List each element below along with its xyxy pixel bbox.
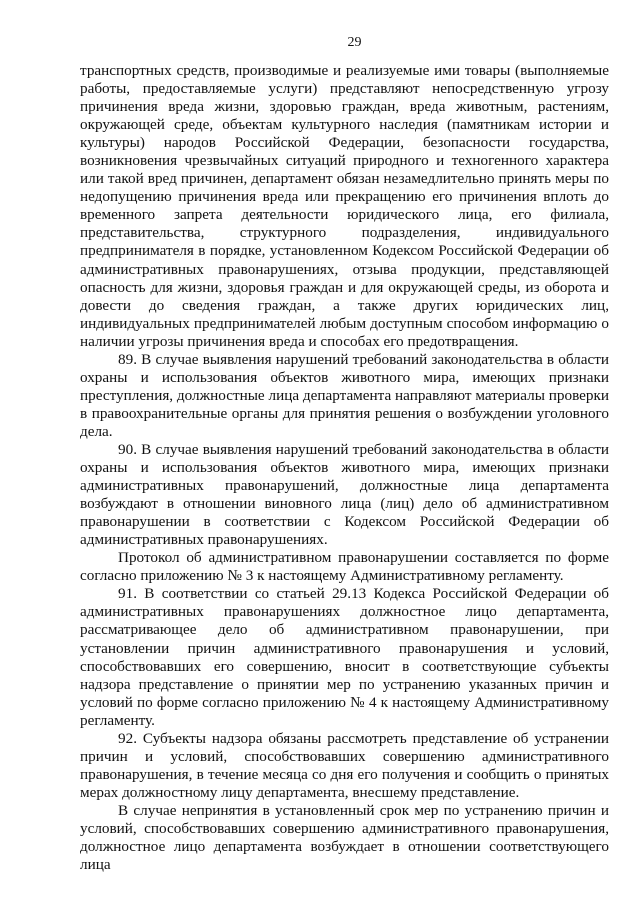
paragraph-non-compliance: В случае непринятия в установленный срок мер по устранению причин и условий, способствовавших совершению административного правонарушения, должностное лицо департамента возбуждает в отношении соответствующего лица (80, 801, 609, 874)
paragraph-protocol: Протокол об административном правонарушении составляется по форме согласно приложению № 3 к настоящему Административному регламенту. (80, 549, 609, 585)
paragraph-92: 92. Субъекты надзора обязаны рассмотреть представление об устранении причин и условий, способствовавших совершению административного правонарушения, в течение месяца со дня его получения и сообщить о принятых мерах должностному лицу департамента, внесшему представление. (80, 729, 609, 801)
paragraph-89: 89. В случае выявления нарушений требований законодательства в области охраны и использования объектов животного мира, имеющих признаки преступления, должностные лица департамента направляют материалы проверки в правоохранительные органы для принятия решения о возбуждении уголовного дела. (80, 350, 609, 440)
paragraph-91: 91. В соответствии со статьей 29.13 Кодекса Российской Федерации об административных правонарушениях должностное лицо департамента, рассматривающее дело об административном правонарушении, при установлении причин административного правонарушения и условий, способствовавших его совершению, вносит в соответствующие субъекты надзора представление о принятии мер по устранению указанных причин и условий по форме согласно приложению № 4 к настоящему Административному регламенту. (80, 585, 609, 729)
paragraph-90: 90. В случае выявления нарушений требований законодательства в области охраны и использования объектов животного мира, имеющих признаки административных правонарушений, должностные лица департамента возбуждают в отношении виновного лица (лиц) дело об административном правонарушении в соответствии с Кодексом Российской Федерации об административных правонарушениях. (80, 440, 609, 549)
paragraph-continuation: транспортных средств, производимые и реализуемые ими товары (выполняемые работы, предоставляемые услуги) представляют непосредственную угрозу причинения вреда жизни, здоровью граждан, вреда животным, растениям, окружающей среде, объектам культурного наследия (памятникам истории и культуры) народов Российской Федерации, безопасности государства, возникновения чрезвычайных ситуаций природного и техногенного характера или такой вред причинен, департамент обязан незамедлительно принять меры по недопущению причинения вреда или прекращению его причинения вплоть до временного запрета деятельности юридического лица, его филиала, представительства, структурного подразделения, индивидуального предпринимателя в порядке, установленном Кодексом Российской Федерации об административных правонарушениях, отзыва продукции, представляющей опасность для жизни, здоровья граждан и для окружающей среды, из оборота и довести до сведения граждан, а также других юридических лиц, индивидуальных предпринимателей любым доступным способом информацию о наличии угрозы причинения вреда и способах его предотвращения. (80, 62, 609, 350)
page-number: 29 (347, 35, 362, 50)
